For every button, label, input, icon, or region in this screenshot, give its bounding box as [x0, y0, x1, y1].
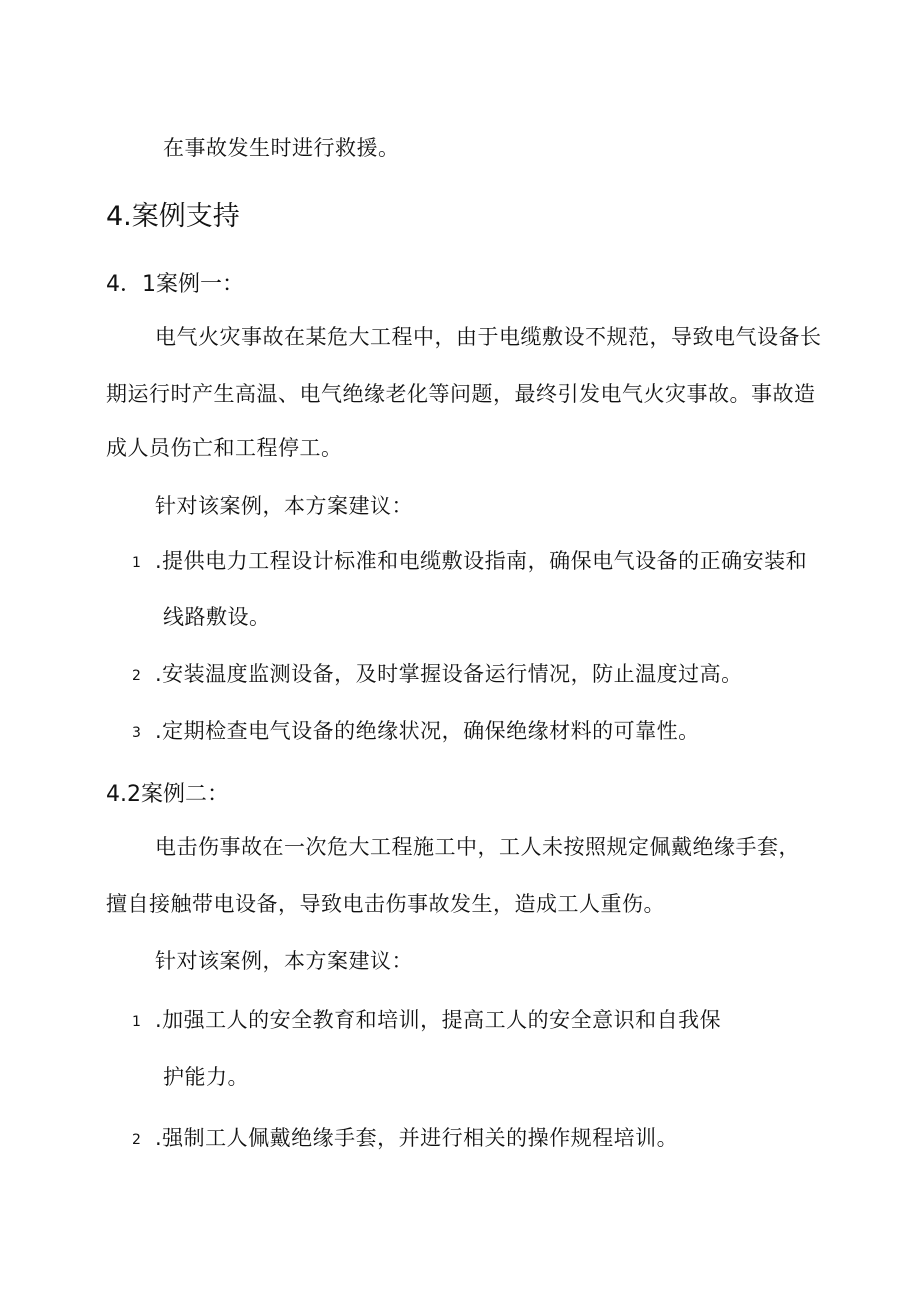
list-number: 1	[132, 1014, 141, 1030]
case1-para-line: 电气火灾事故在某危大工程中，由于电缆敷设不规范，导致电气设备长	[155, 325, 822, 349]
list-number: 3	[132, 725, 141, 741]
list-number: 1	[132, 555, 141, 571]
continued-text: 在事故发生时进行救援。	[163, 136, 400, 160]
case1-advice: 针对该案例，本方案建议：	[155, 494, 413, 518]
case2-para-line: 电击伤事故在一次危大工程施工中，工人未按照规定佩戴绝缘手套，	[155, 835, 800, 859]
list-number: 2	[132, 1132, 141, 1148]
list-item-text: 护能力。	[163, 1065, 249, 1089]
list-number: 2	[132, 668, 141, 684]
list-item-text: .强制工人佩戴绝缘手套，并进行相关的操作规程培训。	[155, 1126, 679, 1150]
case1-para-line: 成人员伤亡和工程停工。	[106, 436, 343, 460]
case2-advice: 针对该案例，本方案建议：	[155, 949, 413, 973]
case1-title: 4．1案例一：	[106, 272, 244, 297]
list-item-text: .安装温度监测设备，及时掌握设备运行情况，防止温度过高。	[155, 662, 743, 686]
case2-para-line: 擅自接触带电设备，导致电击伤事故发生，造成工人重伤。	[106, 892, 665, 916]
list-item-text: .定期检查电气设备的绝缘状况，确保绝缘材料的可靠性。	[155, 719, 700, 743]
case1-para-line: 期运行时产生高温、电气绝缘老化等问题，最终引发电气火灾事故。事故造	[106, 382, 816, 406]
list-item-text: .提供电力工程设计标准和电缆敷设指南，确保电气设备的正确安装和	[155, 549, 808, 573]
section-title: 4.案例支持	[106, 201, 240, 232]
list-item-text: 线路敷设。	[163, 605, 271, 629]
case2-title: 4.2案例二：	[106, 782, 229, 807]
list-item-text: .加强工人的安全教育和培训，提高工人的安全意识和自我保	[155, 1008, 722, 1032]
